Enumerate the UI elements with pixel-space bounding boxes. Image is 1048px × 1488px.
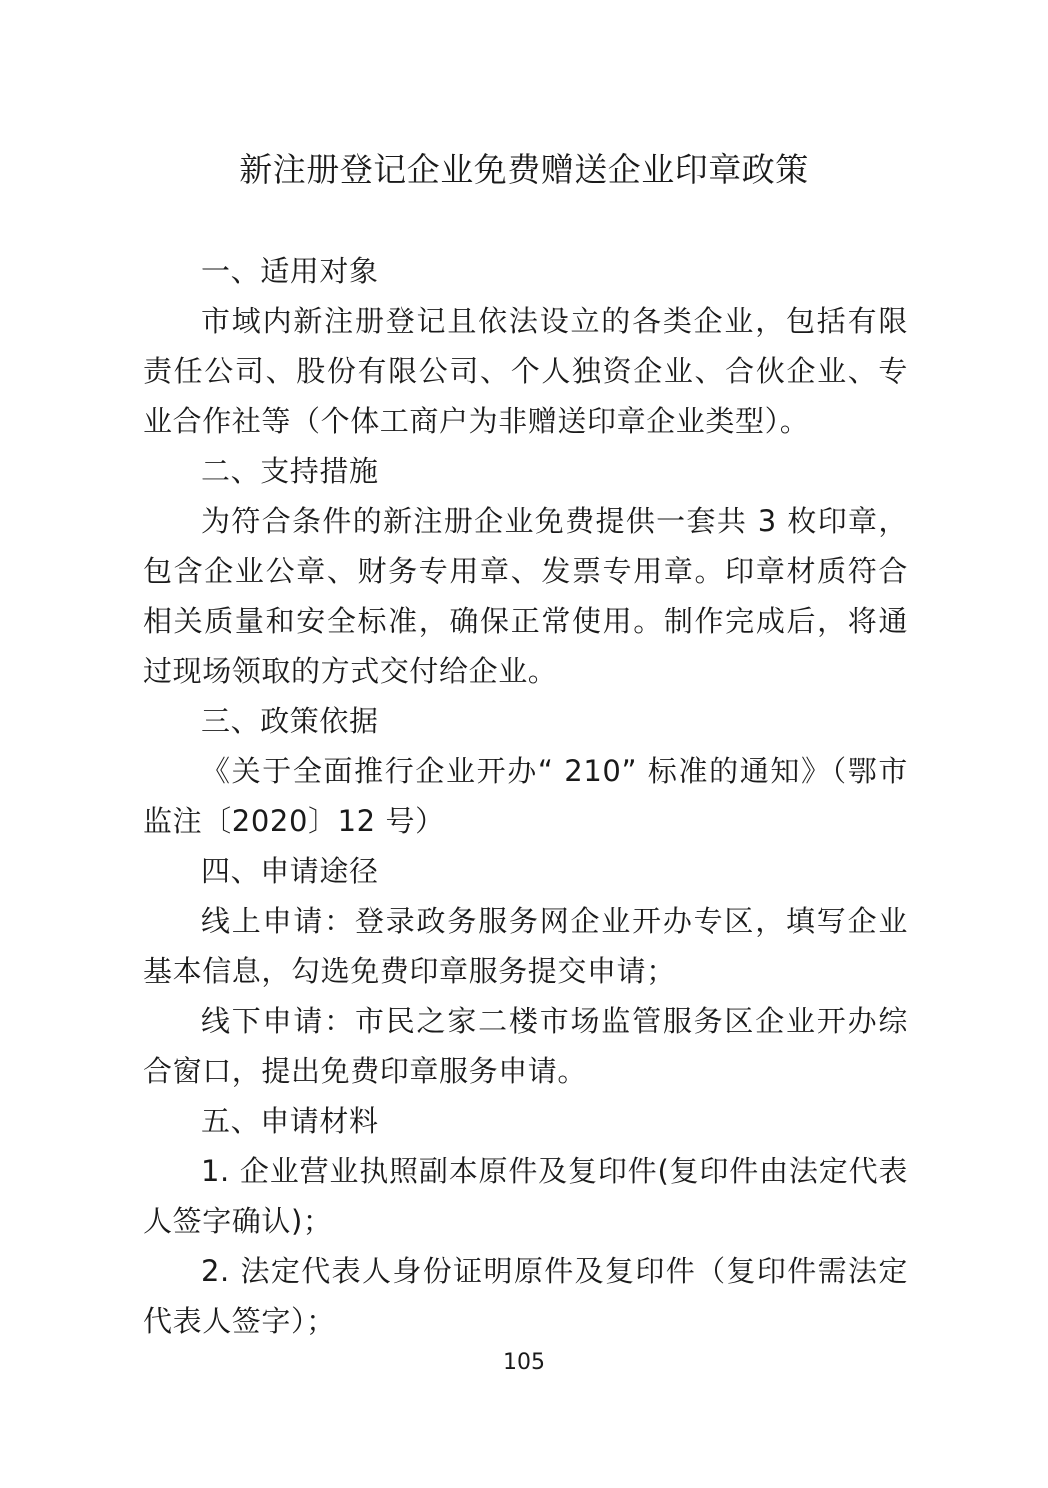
list-item-material-2: 2. 法定代表人身份证明原件及复印件（复印件需法定代表人签字）； [143,1254,908,1338]
paragraph-policy-basis: 《关于全面推行企业开办“ 210” 标准的通知》（鄂市监注〔2020〕12 号） [143,754,908,838]
section-heading-application-channels: 四、申请途径 [201,854,379,888]
section-heading-policy-basis: 三、政策依据 [201,704,379,738]
page-number: 105 [503,1350,545,1375]
list-item-material-1: 1. 企业营业执照副本原件及复印件(复印件由法定代表人签字确认)； [143,1154,908,1238]
section-heading-applicable-objects: 一、适用对象 [201,254,379,288]
paragraph-offline-application: 线下申请：市民之家二楼市场监管服务区企业开办综合窗口，提出免费印章服务申请。 [143,1004,908,1088]
section-heading-support-measures: 二、支持措施 [201,454,379,488]
paragraph-support-measures: 为符合条件的新注册企业免费提供一套共 3 枚印章，包含企业公章、财务专用章、发票专用章。印章材质符合相关质量和安全标准，确保正常使用。制作完成后，将通过现场领取的方式交付给企业。 [143,504,908,688]
paragraph-applicable-objects: 市域内新注册登记且依法设立的各类企业，包括有限责任公司、股份有限公司、个人独资企业、合伙企业、专业合作社等（个体工商户为非赠送印章企业类型）。 [143,304,908,438]
section-heading-application-materials: 五、申请材料 [201,1104,379,1138]
document-title: 新注册登记企业免费赠送企业印章政策 [239,150,809,189]
document-body [143,246,908,1346]
paragraph-online-application: 线上申请：登录政务服务网企业开办专区，填写企业基本信息，勾选免费印章服务提交申请； [143,904,908,988]
